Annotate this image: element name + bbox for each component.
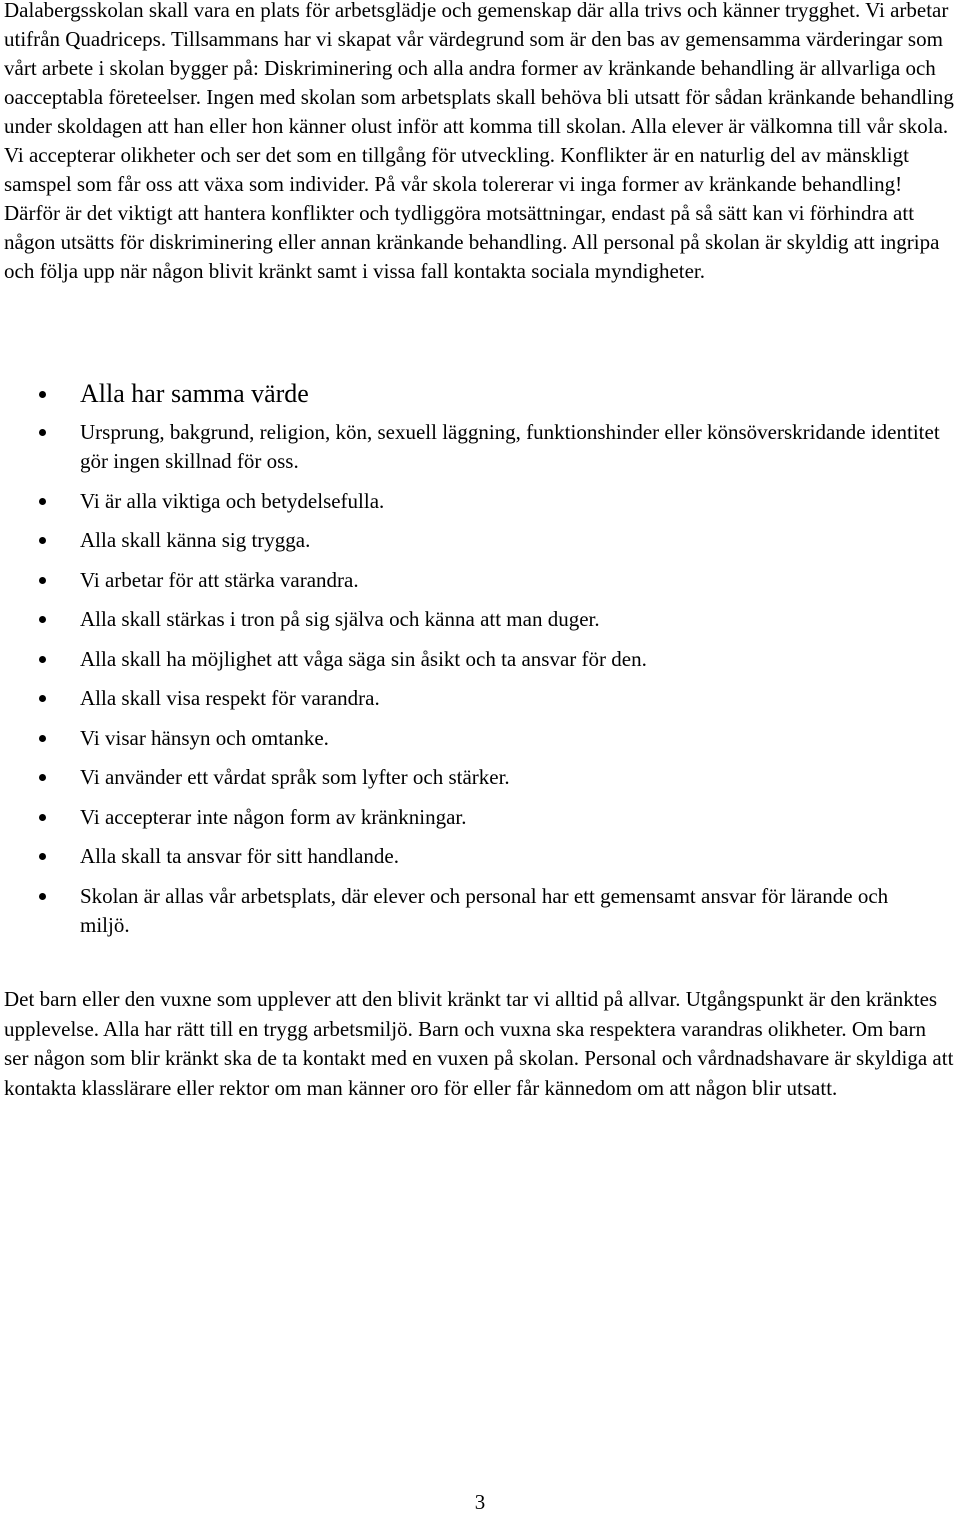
list-item [0, 763, 960, 792]
list-item-text: Alla skall stärkas i tron på sig själva och känna att man duger. [80, 607, 600, 631]
bullet-icon [39, 774, 46, 781]
bullet-icon [39, 656, 46, 663]
bullet-icon [39, 537, 46, 544]
list-item-text: Vi visar hänsyn och omtanke. [80, 725, 329, 750]
list-item-text: Skolan är allas vår arbetsplats, där elever och personal har ett gemensamt ansvar för lärande och miljö. [80, 883, 889, 937]
bullet-icon [39, 853, 46, 860]
list-item [0, 882, 960, 940]
list-item [0, 566, 960, 595]
list-item-text: Vi använder ett vårdat språk som lyfter och stärker. [80, 765, 510, 789]
values-list [0, 376, 960, 950]
list-item-text: Vi är alla viktiga och betydelsefulla. [80, 488, 385, 513]
values-heading-text: Alla har samma värde [80, 379, 309, 408]
list-item-text: Alla skall känna sig trygga. [80, 528, 311, 552]
page-number: 3 [474, 1490, 486, 1514]
bullet-icon [39, 695, 46, 702]
bullet-icon [39, 893, 46, 900]
values-list-heading [0, 376, 960, 412]
list-item [0, 842, 960, 871]
list-item [0, 605, 960, 634]
list-item [0, 645, 960, 674]
bullet-icon [39, 391, 46, 398]
list-item-text: Alla skall ha möjlighet att våga säga sin åsikt och ta ansvar för den. [80, 646, 647, 671]
bullet-icon [39, 616, 46, 623]
bullet-icon [39, 814, 46, 821]
list-item-text: Vi arbetar för att stärka varandra. [80, 567, 359, 592]
list-item [0, 724, 960, 753]
list-item-text: Ursprung, bakgrund, religion, kön, sexuell läggning, funktionshinder eller könsöverskridande identitet gör ingen skillnad för oss. [80, 420, 940, 473]
list-item-text: Alla skall visa respekt för varandra. [80, 686, 380, 710]
list-item-text: Alla skall ta ansvar för sitt handlande. [80, 844, 399, 868]
list-item [0, 803, 960, 832]
bullet-icon [39, 498, 46, 505]
bullet-icon [39, 429, 46, 436]
closing-paragraph: Det barn eller den vuxne som upplever att den blivit kränkt tar vi alltid på allvar. Utgångspunkt är den kränktes upplevelse. Alla har rätt till en trygg arbetsmiljö. Barn och vuxna ska respektera varandras olikheter. Om barn ser någon som blir kränkt ska de ta kontakt med en vuxen på skolan. Personal och vårdnadshavare är skyldiga att kontakta klasslärare eller rektor om man känner oro för eller får kännedom om att någon blir utsatt. [4, 987, 954, 1100]
list-item [0, 487, 960, 516]
list-item-text: Vi accepterar inte någon form av kränkningar. [80, 804, 467, 829]
list-item [0, 418, 960, 476]
bullet-icon [39, 735, 46, 742]
list-item [0, 684, 960, 713]
intro-paragraph: Dalabergsskolan skall vara en plats för arbetsglädje och gemenskap där alla trivs och känner trygghet. Vi arbetar utifrån Quadriceps. Tillsammans har vi skapat vår värdegrund som är den bas av gemensamma värderingar som vårt arbete i skolan bygger på: Diskriminering och alla andra former av kränkande behandling är allvarliga och oacceptabla företeelser. Ingen med skolan som arbetsplats skall behöva bli utsatt för sådan kränkande behandling under skoldagen att han eller hon känner olust inför att komma till skolan. Alla elever är välkomna till vår skola. Vi accepterar olikheter och ser det som en tillgång för utveckling. Konflikter är en naturlig del av mänskligt samspel som får oss att växa som individer. På vår skola tolererar vi inga former av kränkande behandling! Därför är det viktigt att hantera konflikter och tydliggöra motsättningar, endast på så sätt kan vi förhindra att någon utsätts för diskriminering eller annan kränkande behandling. All personal på skolan är skyldig att ingripa och följa upp när någon blivit kränkt samt i vissa fall kontakta sociala myndigheter. [4, 0, 954, 283]
bullet-icon [39, 577, 46, 584]
list-item [0, 526, 960, 555]
